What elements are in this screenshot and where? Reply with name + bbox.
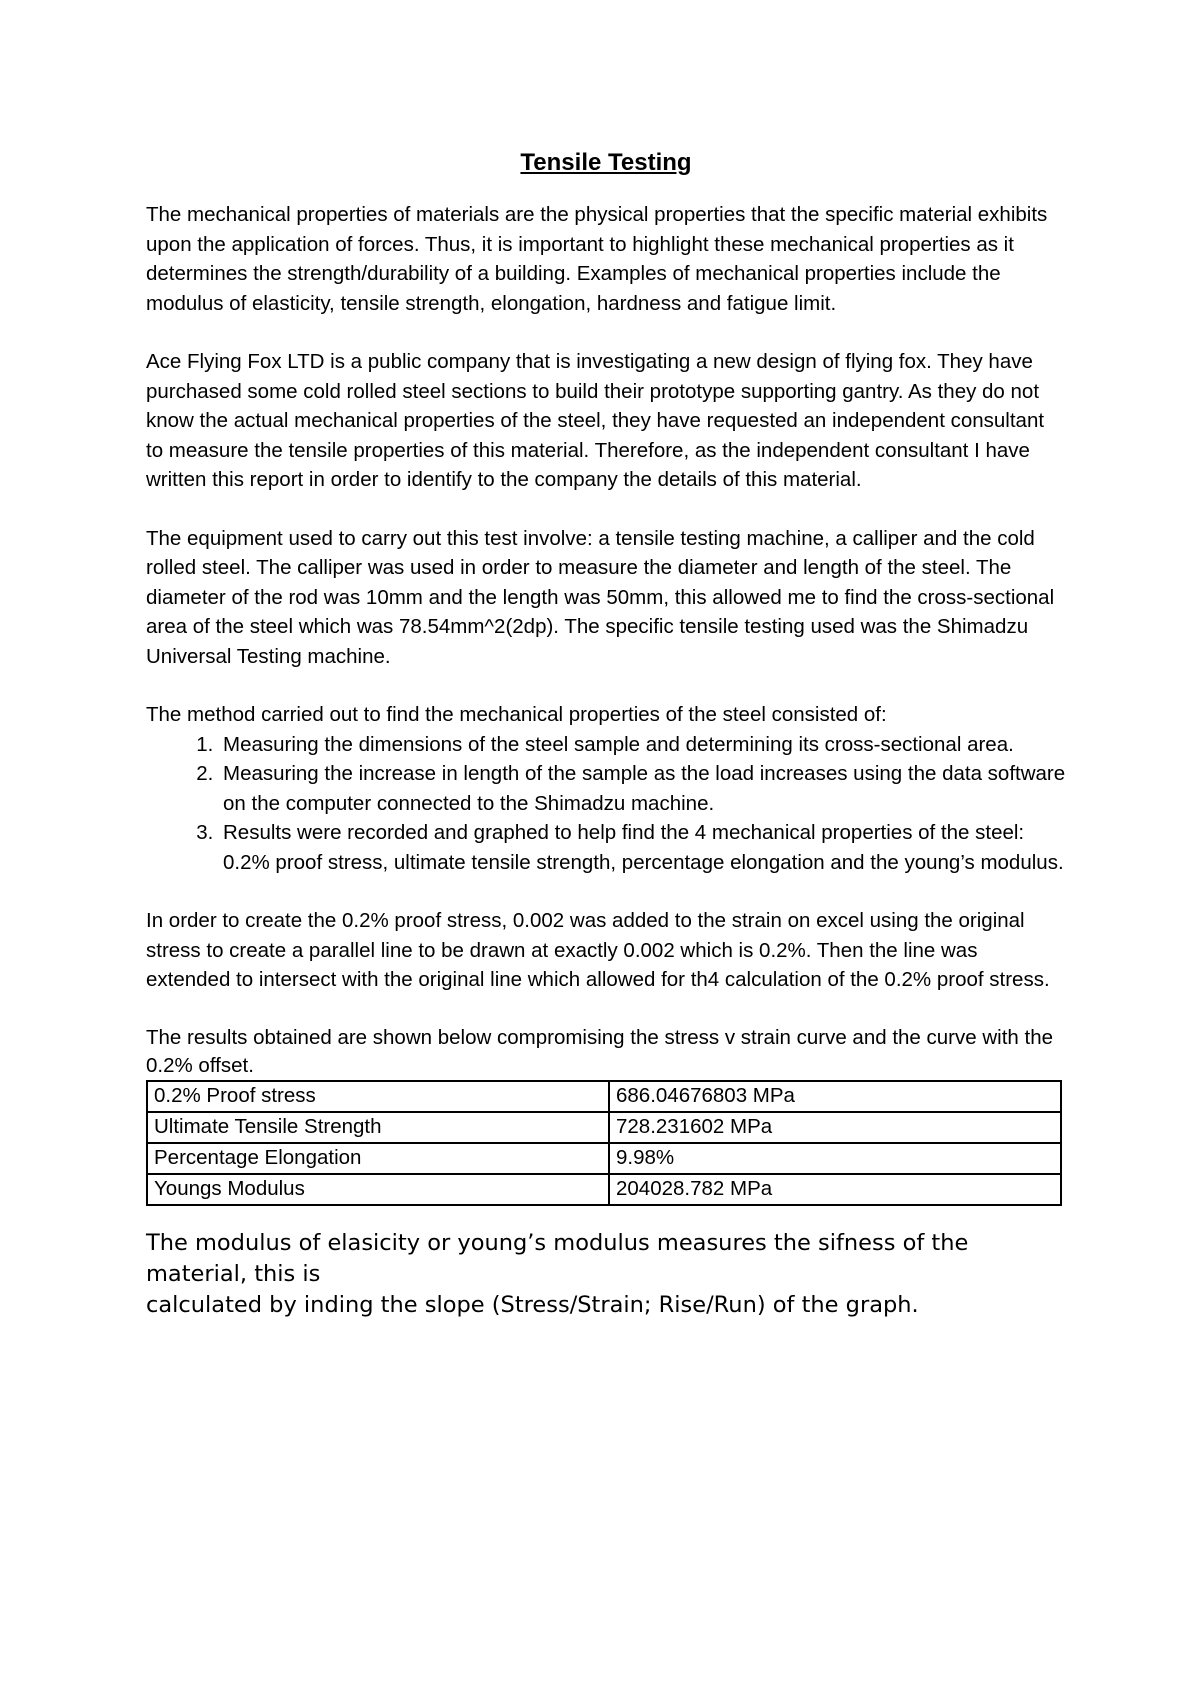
company-paragraph: Ace Flying Fox LTD is a public company that is investigating a new design of flying fox. They have purchased some cold rolled steel sections to build their prototype supporting gantry. As they do not know the actual mechanical properties of the steel, they have requested an independent consultant to measure the tensile properties of this material. Therefore, as the independent consultant I have written this report in order to identify to the company the details of this material. bbox=[146, 350, 1045, 491]
youngs-modulus-note-line1: The modulus of elasicity or young’s modulus measures the sifness of the material, this is bbox=[146, 1229, 969, 1287]
table-row bbox=[147, 1112, 1061, 1143]
table-row bbox=[147, 1081, 1061, 1112]
table-cell-value: 204028.782 MPa bbox=[609, 1174, 1061, 1205]
method-intro: The method carried out to find the mechanical properties of the steel consisted of: bbox=[146, 703, 887, 726]
table-cell-label: Ultimate Tensile Strength bbox=[147, 1112, 609, 1143]
method-steps-list bbox=[146, 730, 1066, 878]
table-row bbox=[147, 1174, 1061, 1205]
intro-paragraph: The mechanical properties of materials are the physical properties that the specific material exhibits upon the application of forces. Thus, it is important to highlight these mechanical properties as it determines the strength/durability of a building. Examples of mechanical properties include the modulus of elasticity, tensile strength, elongation, hardness and fatigue limit. bbox=[146, 203, 1048, 315]
table-cell-value: 9.98% bbox=[609, 1143, 1061, 1174]
table-row bbox=[147, 1143, 1061, 1174]
document-title: Tensile Testing bbox=[520, 149, 692, 176]
document-page bbox=[146, 148, 1066, 1321]
results-table bbox=[146, 1080, 1062, 1206]
proof-stress-paragraph: In order to create the 0.2% proof stress, 0.002 was added to the strain on excel using the original stress to create a parallel line to be drawn at exactly 0.002 which is 0.2%. Then the line was extended to intersect with the original line which allowed for th4 calculation of the 0.2% proof stress. bbox=[146, 909, 1050, 991]
table-cell-value: 728.231602 MPa bbox=[609, 1112, 1061, 1143]
table-cell-label: Youngs Modulus bbox=[147, 1174, 609, 1205]
method-step: 1. Measuring the dimensions of the steel sample and determining its cross-sectional area. bbox=[219, 730, 1066, 760]
table-cell-label: Percentage Elongation bbox=[147, 1143, 609, 1174]
method-step: 3. Results were recorded and graphed to help find the 4 mechanical properties of the steel: 0.2% proof stress, ultimate tensile strength, percentage elongation and the young’s modulus. bbox=[219, 818, 1066, 877]
table-cell-label: 0.2% Proof stress bbox=[147, 1081, 609, 1112]
table-cell-value: 686.04676803 MPa bbox=[609, 1081, 1061, 1112]
equipment-paragraph: The equipment used to carry out this test involve: a tensile testing machine, a calliper and the cold rolled steel. The calliper was used in order to measure the diameter and length of the steel. The diameter of the rod was 10mm and the length was 50mm, this allowed me to find the cross-sectional area of the steel which was 78.54mm^2(2dp). The specific tensile testing used was the Shimadzu Universal Testing machine. bbox=[146, 526, 1055, 668]
method-step: 2. Measuring the increase in length of the sample as the load increases using the data software on the computer connected to the Shimadzu machine. bbox=[219, 759, 1066, 818]
youngs-modulus-note bbox=[146, 1228, 1066, 1321]
youngs-modulus-note-line2: calculated by inding the slope (Stress/Strain; Rise/Run) of the graph. bbox=[146, 1291, 919, 1318]
results-intro: The results obtained are shown below compromising the stress v strain curve and the curve with the 0.2% offset. bbox=[146, 1025, 1053, 1077]
